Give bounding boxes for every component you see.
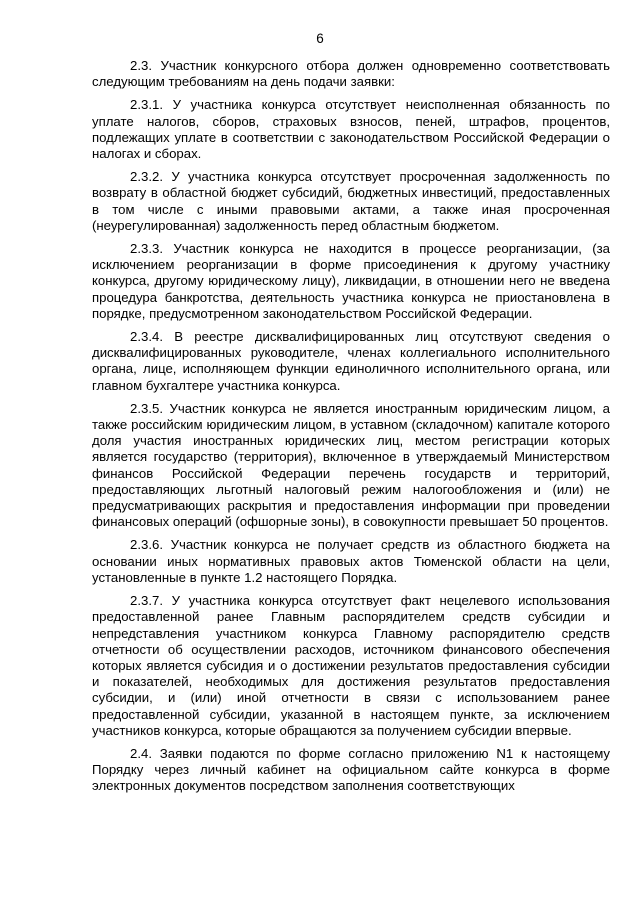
paragraph-2-3-6: 2.3.6. Участник конкурса не получает средств из областного бюджета на основании иных нормативных правовых актов Тюменской области на цели, установленные в пункте 1.2 настоящего Порядка. xyxy=(92,537,610,585)
document-body xyxy=(92,58,610,802)
paragraph-2-3-2: 2.3.2. У участника конкурса отсутствует просроченная задолженность по возврату в областной бюджет субсидий, бюджетных инвестиций, предоставленных в том числе с иными правовыми актами, а также иная просроченная (неурегулированная) задолженность перед областным бюджетом. xyxy=(92,169,610,233)
paragraph-2-3: 2.3. Участник конкурсного отбора должен одновременно соответствовать следующим требованиям на день подачи заявки: xyxy=(92,58,610,90)
paragraph-2-3-3: 2.3.3. Участник конкурса не находится в процессе реорганизации, (за исключением реорганизации в форме присоединения к другому участнику конкурса, другому юридическому лицу), ликвидации, в отношении него не введена процедура банкротства, деятельность участника конкурса не приостановлена в порядке, предусмотренном законодательством Российской Федерации. xyxy=(92,241,610,321)
page-number: 6 xyxy=(316,31,324,46)
paragraph-2-3-1: 2.3.1. У участника конкурса отсутствует неисполненная обязанность по уплате налогов, сборов, страховых взносов, пеней, штрафов, процентов, подлежащих уплате в соответствии с законодательством Российской Федерации о налогах и сборах. xyxy=(92,97,610,162)
paragraph-2-4: 2.4. Заявки подаются по форме согласно приложению N1 к настоящему Порядку через личный кабинет на официальном сайте конкурса в форме электронных документов посредством заполнения соответствующих xyxy=(92,745,610,794)
paragraph-2-3-5: 2.3.5. Участник конкурса не является иностранным юридическим лицом, а также российским юридическим лицом, в уставном (складочном) капитале которого доля участия иностранных юридических лиц, местом регистрации которых является государство (территория), включенное в утверждаемый Министерством финансов Российской Федерации перечень государств и территорий, предоставляющих льготный налоговый режим налогообложения и (или) не предусматривающих раскрытия и предоставления информации при проведении финансовых операций (офшорные зоны), в совокупности превышает 50 процентов. xyxy=(92,400,610,530)
paragraph-2-3-4: 2.3.4. В реестре дисквалифицированных лиц отсутствуют сведения о дисквалифицированных руководителе, членах коллегиального исполнительного органа, лице, исполняющем функции единоличного исполнительного органа, или главном бухгалтере участника конкурса. xyxy=(92,329,610,393)
paragraph-2-3-7: 2.3.7. У участника конкурса отсутствует факт нецелевого использования предоставленной ранее Главным распорядителем средств субсидии и непредставления участником конкурса Главному распорядителю средств отчетности об осуществлении расходов, источником финансового обеспечения которых является субсидия и о достижении результатов предоставления субсидии и показателей, необходимых для достижения результатов предоставления субсидии, и (или) иной отчетности в связи с использованием ранее предоставленной субсидии, указанной в настоящем пункте, за исключением участников конкурса, которые обращаются за получением субсидии впервые. xyxy=(92,593,610,738)
